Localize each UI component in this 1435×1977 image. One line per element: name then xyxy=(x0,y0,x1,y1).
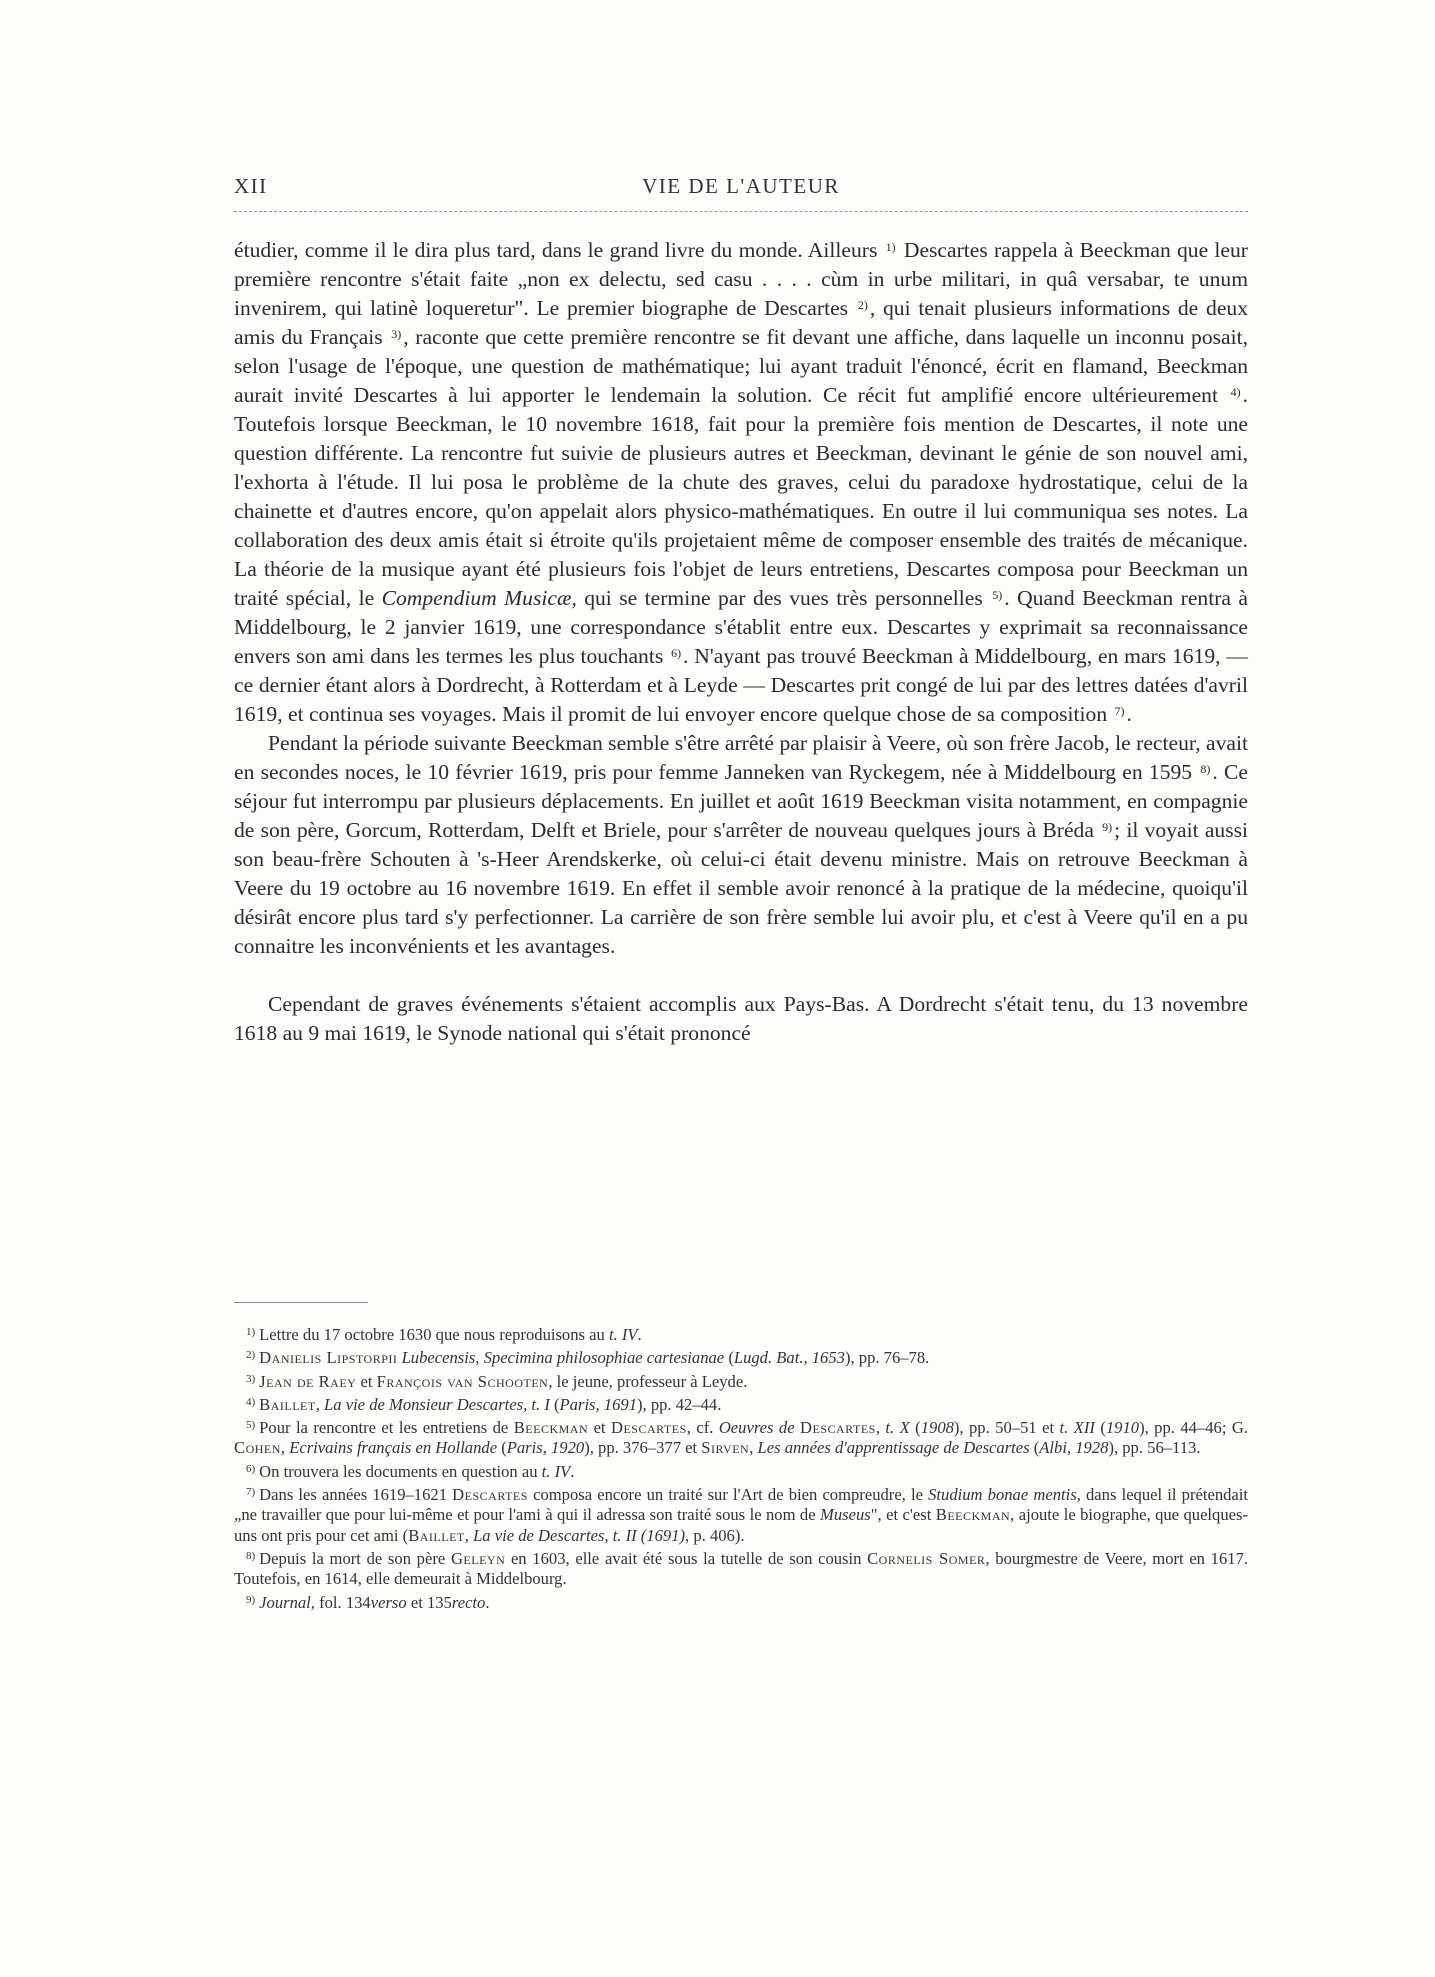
text: Depuis la mort de son père xyxy=(259,1548,451,1568)
text: ( xyxy=(724,1348,734,1368)
text: , xyxy=(464,1525,474,1545)
author-name: Cohen xyxy=(234,1438,281,1458)
footnote-mark: 2) xyxy=(246,1349,256,1362)
footnote-ref-9: 9) xyxy=(1102,820,1113,834)
text: 1910 xyxy=(1105,1418,1140,1438)
footnote-9 xyxy=(234,1590,1248,1613)
text: 1908 xyxy=(920,1418,954,1438)
author-name: Jean de Raey xyxy=(259,1371,357,1391)
footnote-rule xyxy=(234,1302,368,1303)
text: ), pp. 76–78. xyxy=(844,1348,930,1368)
author-name: Sirven xyxy=(701,1438,750,1458)
work-title: Compendium Musicæ, xyxy=(381,586,577,610)
text: ), pp. 42–44. xyxy=(637,1394,722,1414)
text: ), pp. 50–51 et xyxy=(953,1418,1060,1438)
text: . Toutefois lorsque Beeckman, le 10 novembre 1618, fait pour la première fois mention de Descartes, il note une question différente. La rencontre fut suivie de plusieurs autres et Beeckman, devinant le génie de son nouvel ami, l'exhorta à l'étude. Il lui posa le problème de la chute des graves, celui du paradoxe hydrostatique, celui de la chainette et d'autres encore, qu'on appelait alors physico-mathématiques. En outre il lui communiqua ses notes. La collaboration des deux amis était si étroite qu'ils projetaient même de composer ensemble des traités de mécanique. La théorie de la musique ayant été plusieurs fois l'objet de leurs entretiens, Descartes composa pour Beeckman un traité spécial, le xyxy=(234,383,1248,610)
footnote-6 xyxy=(234,1459,1248,1482)
paragraph-1 xyxy=(234,236,1248,729)
text: étudier, comme il le dira plus tard, dans le grand livre du monde. Ailleurs xyxy=(234,238,884,262)
text: verso xyxy=(370,1592,407,1612)
text: On trouvera les documents en question au xyxy=(259,1461,542,1481)
footnote-mark: 5) xyxy=(246,1419,256,1432)
footnote-ref-4: 4) xyxy=(1230,385,1241,399)
author-name: Descartes xyxy=(610,1418,687,1438)
text: Lugd. Bat., 1653 xyxy=(733,1348,845,1368)
footnote-5 xyxy=(234,1415,1248,1459)
header-rule xyxy=(234,211,1248,212)
author-name: Danielis Lipstorpii xyxy=(259,1348,398,1368)
footnote-mark: 1) xyxy=(246,1326,256,1338)
paragraph-3: Cependant de graves événements s'étaient accomplis aux Pays-Bas. A Dordrecht s'était tenu, du 13 novembre 1618 au 9 mai 1619, le Synode national qui s'était prononcé xyxy=(234,992,1248,1045)
text: et 135 xyxy=(406,1592,452,1612)
footnote-mark: 6) xyxy=(246,1462,256,1475)
footnote-7 xyxy=(234,1482,1248,1546)
text: ( xyxy=(497,1438,507,1458)
text: en 1603, elle avait été sous la tutelle de son cousin xyxy=(505,1548,868,1568)
footnote-mark: 8) xyxy=(246,1549,256,1562)
text: ( xyxy=(909,1418,921,1438)
footnote-ref-1: 1) xyxy=(885,240,896,254)
footnote-ref-7: 7) xyxy=(1114,704,1125,718)
text: . N'ayant pas trouvé Beeckman à Middelbourg, en mars 1619, — ce dernier étant alors à Dordrecht, à Rotterdam et à Leyde — Descartes prit congé de lui par des lettres datées d'avril 1619, et continua ses voyages. Mais il promit de lui envoyer encore quelque chose de sa composition xyxy=(234,644,1248,726)
text: qui se termine par des vues très personnelles xyxy=(576,586,991,610)
text: ; il voyait aussi son beau-frère Schouten à 's-Heer Arendskerke, où celui-ci était devenu ministre. Mais on retrouve Beeckman à Veere du 19 octobre au 16 novembre 1619. En effet il semble avoir renoncé à la pratique de la médecine, quoiqu'il désirât encore plus tard s'y perfectionner. La carrière de son frère semble lui avoir plu, et c'est à Veere qu'il en a pu connaitre les inconvénients et les avantages. xyxy=(234,818,1249,958)
footnote-mark: 4) xyxy=(246,1395,256,1408)
footnote-ref-3: 3) xyxy=(391,327,402,341)
main-text xyxy=(234,236,1248,1048)
text: Paris, 1691 xyxy=(559,1394,637,1414)
paragraph-2 xyxy=(234,729,1248,961)
text: t. XII xyxy=(1059,1418,1095,1438)
text: , raconte que cette première rencontre se fit devant une affiche, dans laquelle un inconnu posait, selon l'usage de l'époque, une question de mathématique; lui ayant traduit l'énoncé, écrit en flamand, Beeckman aurait invité Descartes à lui apporter le lendemain la solution. Ce récit fut amplifié encore ultérieurement xyxy=(234,325,1249,407)
author-name: Baillet xyxy=(259,1394,316,1414)
footnote-1 xyxy=(234,1322,1248,1345)
text: , p. 406). xyxy=(685,1525,745,1545)
footnote-8 xyxy=(234,1546,1248,1590)
text: t. X xyxy=(885,1418,910,1438)
text: ), pp. 44–46; G. xyxy=(1139,1418,1248,1438)
footnote-ref-6: 6) xyxy=(671,646,682,660)
footnote-3 xyxy=(234,1369,1248,1392)
author-name: Geleyn xyxy=(450,1548,506,1568)
footnote-ref-8: 8) xyxy=(1200,762,1211,776)
text: t. IV xyxy=(608,1325,638,1344)
text: Pour la rencontre et les entretiens de xyxy=(259,1418,514,1438)
author-name: Beeckman xyxy=(513,1418,589,1438)
author-name: Baillet xyxy=(408,1525,465,1545)
work-title: Les années d'apprentissage de Descartes xyxy=(757,1438,1030,1458)
text: ), pp. 56–113. xyxy=(1108,1438,1201,1458)
text: , qui tenait plusieurs informations de deux amis du Français xyxy=(234,296,1248,349)
text: et xyxy=(588,1418,611,1438)
text: . xyxy=(485,1592,490,1612)
text: fol. 134 xyxy=(314,1592,371,1612)
text: ( xyxy=(1029,1438,1040,1458)
text: composa encore un traité sur l'Art de bien compreudre, le xyxy=(527,1485,929,1505)
running-header xyxy=(234,174,1248,204)
work-title: Journal, xyxy=(259,1592,315,1612)
text: Descartes rappela à Beeckman que leur première rencontre s'était faite „non ex delectu, sed casu . . . . cùm in urbe militari, in quâ versabar, te unum invenirem, qui latinè loqueretur". Le premier biographe de Descartes xyxy=(234,238,1248,320)
text: , xyxy=(875,1418,886,1438)
footnote-ref-2: 2) xyxy=(857,298,868,312)
text: , xyxy=(749,1438,758,1458)
work-title: La vie de Monsieur Descartes, t. I xyxy=(324,1394,550,1414)
text: , ajoute le biographe, que quelques-uns ont pris pour cet ami ( xyxy=(234,1505,1248,1545)
work-title: Lubecensis, Specimina philosophiae cartesianae xyxy=(401,1348,725,1368)
text: , cf. xyxy=(686,1418,719,1438)
text: , bourgmestre de Veere, mort en 1617. Toutefois, en 1614, elle demeurait à Middelbourg. xyxy=(234,1548,1249,1589)
work-title: La vie de Descartes, t. II (1691) xyxy=(473,1525,686,1545)
work-title: Oeuvres de xyxy=(718,1418,795,1438)
page-number: XII xyxy=(234,174,268,198)
author-name: Descartes xyxy=(800,1418,876,1438)
text: ", et c'est xyxy=(870,1505,936,1525)
footnote-2 xyxy=(234,1345,1248,1368)
text: ), pp. 376–377 et xyxy=(584,1438,702,1458)
text: Paris, 1920 xyxy=(506,1438,585,1458)
text: , le jeune, professeur à Leyde. xyxy=(548,1371,748,1391)
text: . Ce séjour fut interrompu par plusieurs déplacements. En juillet et août 1619 Beeckman visita notamment, en compagnie de son père, Gorcum, Rotterdam, Delft et Briele, pour s'arrêter de nouveau quelques jours à Bréda xyxy=(234,760,1248,842)
work-title: Studium bonae mentis, xyxy=(928,1485,1081,1505)
author-name: Beeckman xyxy=(935,1505,1011,1525)
text: , xyxy=(315,1394,325,1414)
footnote-4 xyxy=(234,1392,1248,1415)
text: Albi, 1928 xyxy=(1039,1438,1109,1458)
footnote-ref-5: 5) xyxy=(992,588,1003,602)
footnote-mark: 3) xyxy=(246,1372,256,1385)
text: . xyxy=(637,1325,642,1344)
footnotes xyxy=(234,1322,1248,1613)
text: Pendant la période suivante Beeckman semble s'être arrêté par plaisir à Veere, où son frère Jacob, le recteur, avait en secondes noces, le 10 février 1619, pris pour femme Janneken van Ryckegem, née à Middelbourg en 1595 xyxy=(234,731,1248,784)
text: . Quand Beeckman rentra à Middelbourg, le 2 janvier 1619, une correspondance s'établit entre eux. Descartes y exprimait sa reconnaissance envers son ami dans les termes les plus touchants xyxy=(234,586,1248,668)
text: ( xyxy=(1094,1418,1106,1438)
text: , xyxy=(280,1438,290,1458)
running-title: VIE DE L'AUTEUR xyxy=(642,174,840,198)
author-name: Cornelis Somer xyxy=(867,1548,986,1568)
text: Museus xyxy=(820,1505,871,1525)
text: t. IV xyxy=(541,1461,571,1481)
footnote-mark: 7) xyxy=(246,1486,256,1499)
author-name: François van Schooten xyxy=(376,1371,549,1391)
text: . xyxy=(570,1461,575,1481)
text: ( xyxy=(549,1394,560,1414)
text: recto xyxy=(451,1592,486,1612)
work-title: Ecrivains français en Hollande xyxy=(289,1438,498,1458)
text: Lettre du 17 octobre 1630 que nous reproduisons au xyxy=(259,1325,609,1344)
text: . xyxy=(1126,702,1132,726)
footnote-mark: 9) xyxy=(246,1593,256,1606)
text: dans lequel il prétendait „ne travailler que pour lui-même et pour l'ami à qui il adressa son traité sous le nom de xyxy=(234,1485,1249,1525)
author-name: Descartes xyxy=(452,1485,528,1505)
text: Dans les années 1619–1621 xyxy=(259,1485,453,1505)
text: et xyxy=(356,1371,377,1391)
